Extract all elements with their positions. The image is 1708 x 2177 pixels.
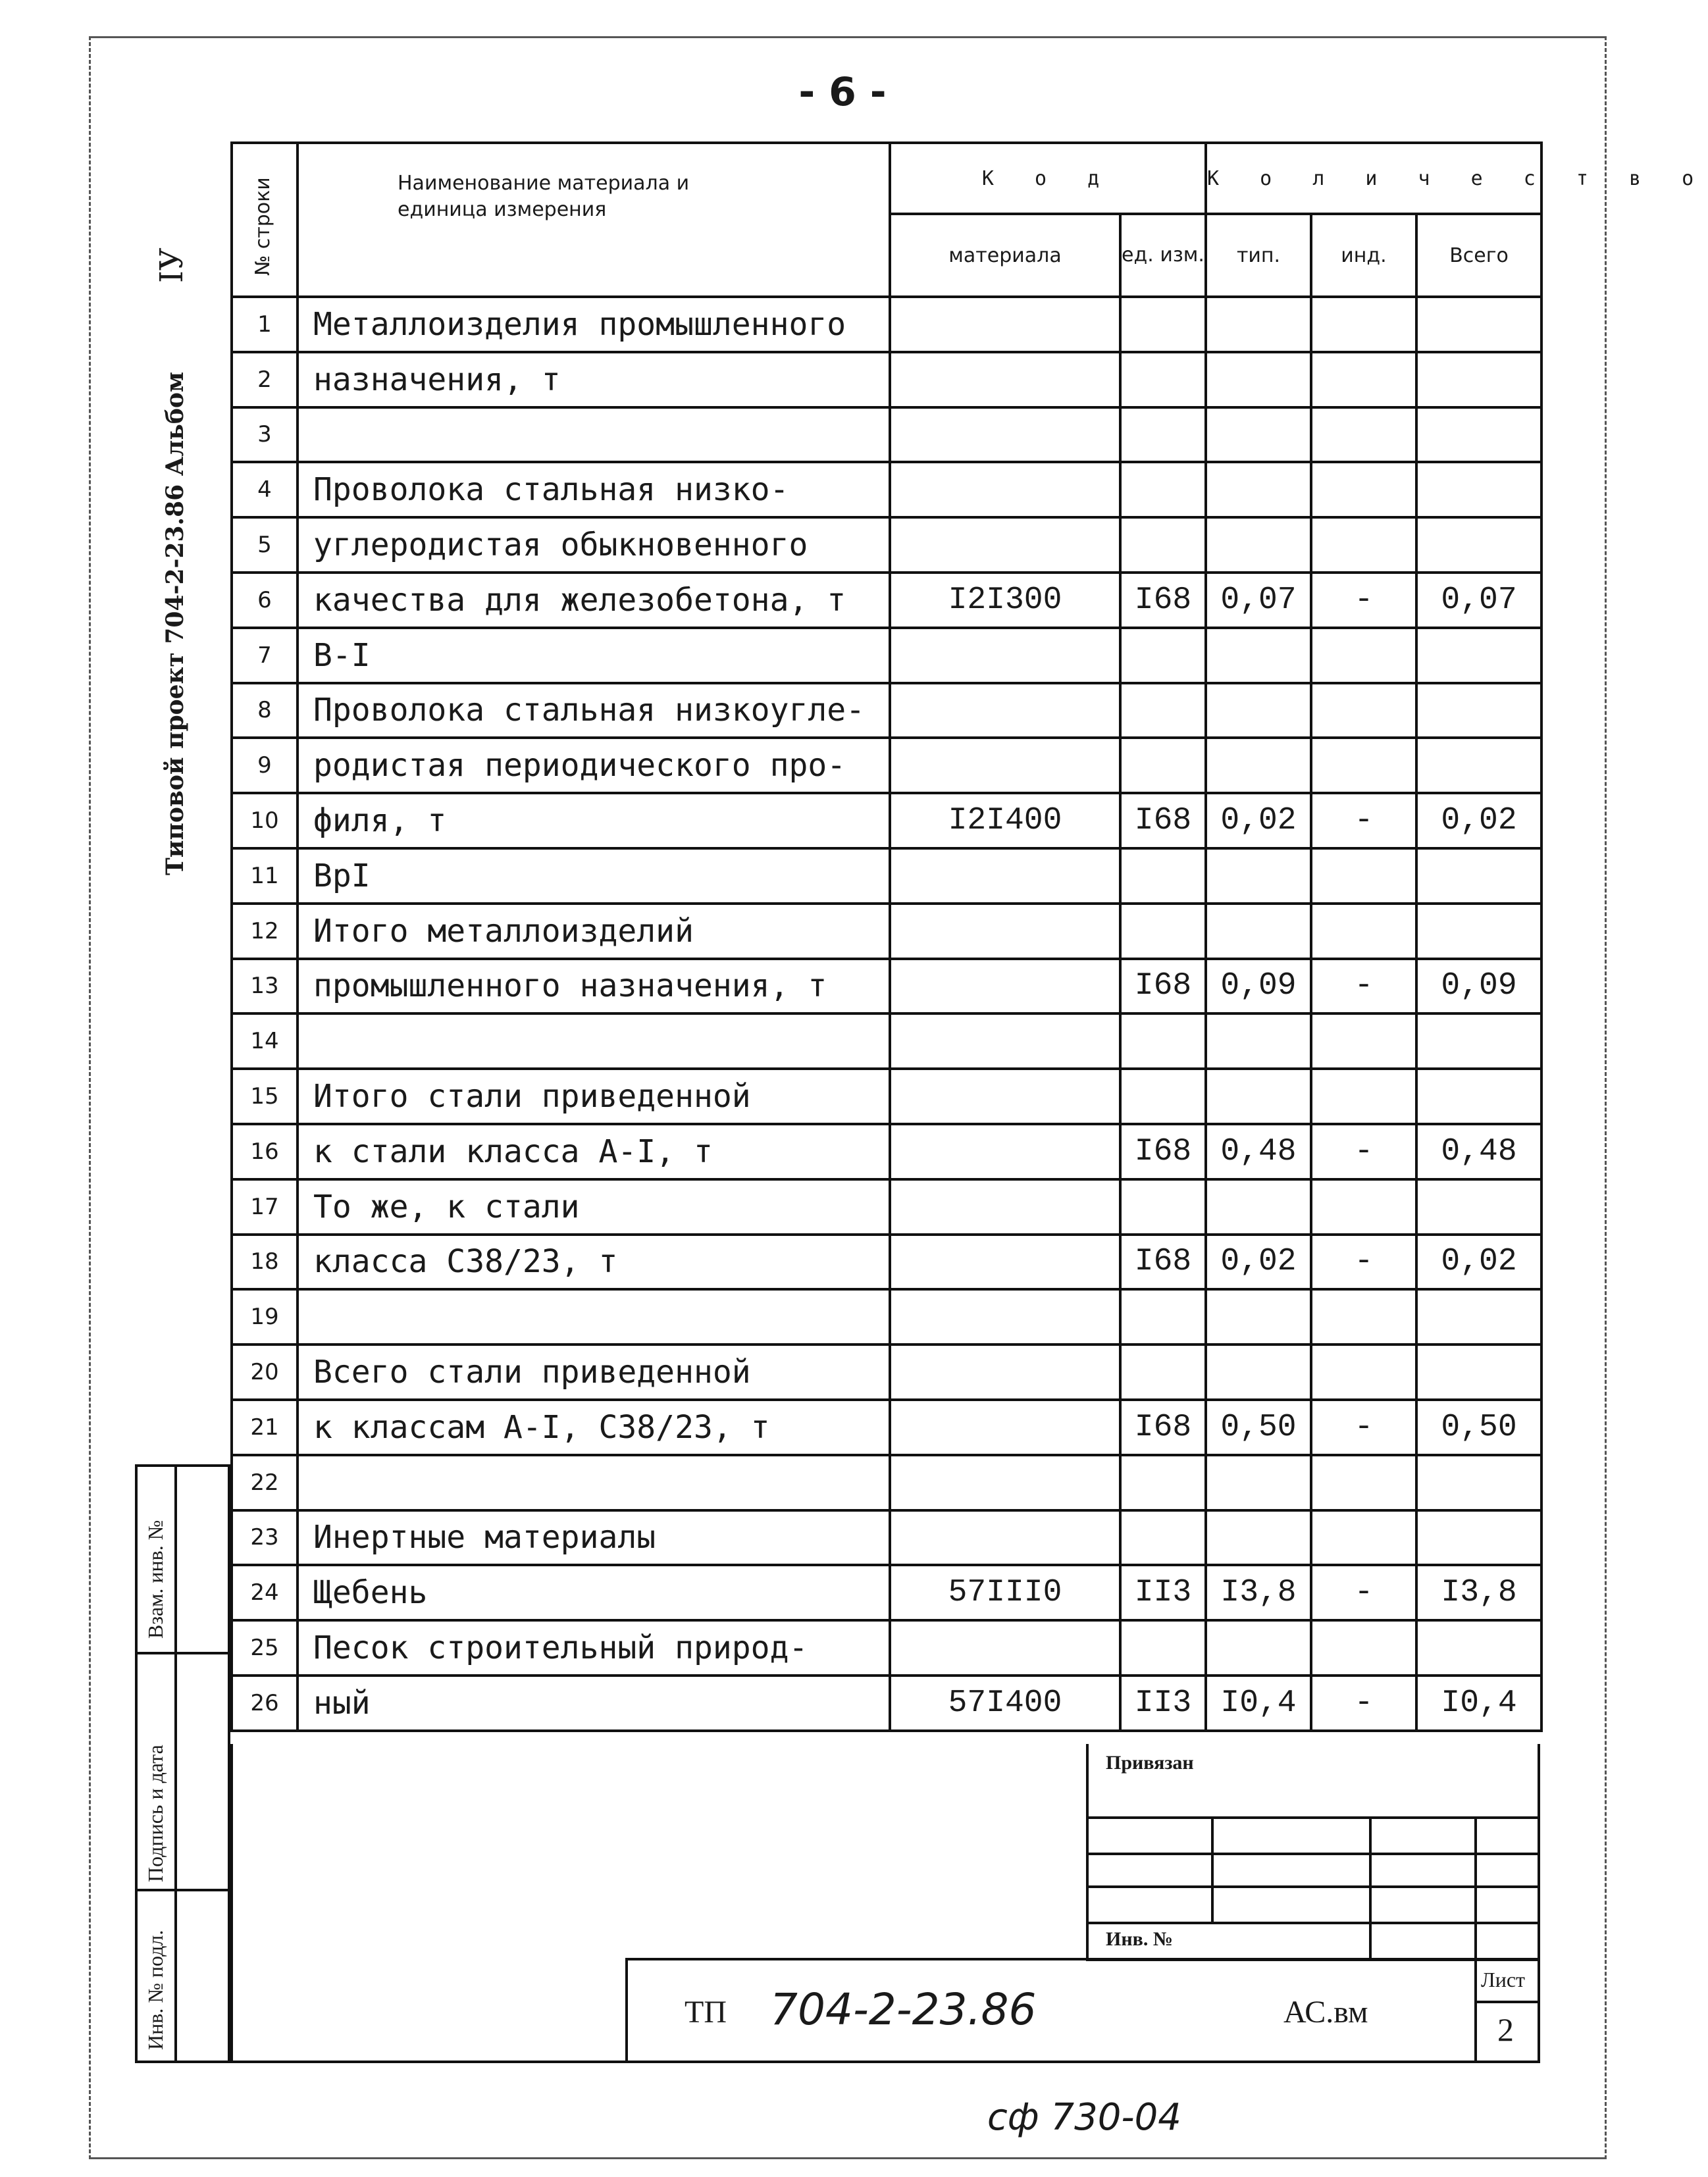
material-code	[890, 683, 1120, 738]
stamp-line	[1369, 1816, 1372, 1961]
material-code: 57III0	[890, 1565, 1120, 1620]
table-row	[232, 1676, 1541, 1731]
qty-total	[1416, 517, 1541, 573]
unit-code	[1120, 407, 1206, 463]
qty-typ	[1206, 904, 1311, 959]
qty-ind	[1311, 738, 1416, 793]
privyazan-label: Привязан	[1106, 1752, 1194, 1774]
material-name: Песок строительный природ-	[298, 1620, 890, 1676]
material-name	[298, 1455, 890, 1510]
unit-code	[1120, 1289, 1206, 1345]
row-number: 19	[232, 1289, 298, 1345]
row-number: 17	[232, 1179, 298, 1235]
qty-typ	[1206, 1455, 1311, 1510]
material-code	[890, 517, 1120, 573]
stamp-line	[1211, 1816, 1214, 1922]
qty-ind	[1311, 407, 1416, 463]
qty-typ	[1206, 1013, 1311, 1069]
material-name: промышленного назначения, т	[298, 959, 890, 1014]
row-number: 10	[232, 793, 298, 848]
qty-ind: -	[1311, 793, 1416, 848]
material-code	[890, 297, 1120, 352]
qty-total	[1416, 1289, 1541, 1345]
qty-typ	[1206, 683, 1311, 738]
qty-typ	[1206, 1179, 1311, 1235]
table-row	[232, 1179, 1541, 1235]
stamp-line	[1086, 1922, 1540, 1924]
row-number: 5	[232, 517, 298, 573]
material-name: к стали класса А-I, т	[298, 1124, 890, 1179]
header-name: Наименование материала и единица измерения	[298, 143, 890, 297]
unit-code	[1120, 1455, 1206, 1510]
page-number: - 6 -	[798, 69, 887, 115]
material-code	[890, 407, 1120, 463]
table-row	[232, 1455, 1541, 1510]
qty-typ: 0,09	[1206, 959, 1311, 1014]
qty-typ	[1206, 297, 1311, 352]
row-number: 8	[232, 683, 298, 738]
material-code	[890, 1400, 1120, 1455]
table-row	[232, 793, 1541, 848]
qty-typ	[1206, 1289, 1311, 1345]
row-number: 16	[232, 1124, 298, 1179]
material-name: к классам А-I, С38/23, т	[298, 1400, 890, 1455]
unit-code: I68	[1120, 1124, 1206, 1179]
qty-typ	[1206, 1069, 1311, 1124]
qty-typ	[1206, 628, 1311, 683]
material-code: 57I400	[890, 1676, 1120, 1731]
material-name	[298, 1013, 890, 1069]
qty-typ	[1206, 1620, 1311, 1676]
album-number: IУ	[153, 247, 190, 283]
qty-typ: I3,8	[1206, 1565, 1311, 1620]
stamp-line	[1086, 1816, 1540, 1819]
unit-code	[1120, 1013, 1206, 1069]
qty-typ: 0,02	[1206, 1235, 1311, 1290]
material-code	[890, 462, 1120, 517]
qty-total	[1416, 904, 1541, 959]
material-code	[890, 1124, 1120, 1179]
qty-typ: 0,50	[1206, 1400, 1311, 1455]
qty-total	[1416, 1179, 1541, 1235]
unit-code	[1120, 462, 1206, 517]
row-number: 7	[232, 628, 298, 683]
unit-code	[1120, 1510, 1206, 1566]
unit-code	[1120, 848, 1206, 904]
qty-total	[1416, 738, 1541, 793]
qty-typ	[1206, 848, 1311, 904]
unit-code	[1120, 628, 1206, 683]
qty-typ	[1206, 352, 1311, 407]
material-name: Итого стали приведенной	[298, 1069, 890, 1124]
header-q-ind: инд.	[1311, 214, 1416, 297]
table-row	[232, 573, 1541, 628]
table-row	[232, 683, 1541, 738]
material-name: Металлоизделия промышленного	[298, 297, 890, 352]
qty-ind	[1311, 1013, 1416, 1069]
material-name: Итого металлоизделий	[298, 904, 890, 959]
table-row	[232, 1069, 1541, 1124]
table-row	[232, 904, 1541, 959]
material-name: родистая периодического про-	[298, 738, 890, 793]
qty-ind	[1311, 1455, 1416, 1510]
qty-ind: -	[1311, 1235, 1416, 1290]
material-name	[298, 1289, 890, 1345]
unit-code	[1120, 1179, 1206, 1235]
material-name: назначения, т	[298, 352, 890, 407]
qty-ind	[1311, 904, 1416, 959]
row-number: 2	[232, 352, 298, 407]
qty-typ: 0,48	[1206, 1124, 1311, 1179]
material-code	[890, 1289, 1120, 1345]
row-number: 4	[232, 462, 298, 517]
qty-total	[1416, 352, 1541, 407]
podpis-label: Подпись и дата	[143, 1745, 167, 1882]
materials-table	[230, 141, 1708, 1732]
qty-total	[1416, 848, 1541, 904]
table-row	[232, 407, 1541, 463]
qty-ind: -	[1311, 573, 1416, 628]
material-name: класса С38/23, т	[298, 1235, 890, 1290]
row-number: 15	[232, 1069, 298, 1124]
table-row	[232, 1235, 1541, 1290]
table-row	[232, 1400, 1541, 1455]
table-row	[232, 1289, 1541, 1345]
qty-total	[1416, 1069, 1541, 1124]
table-row	[232, 738, 1541, 793]
material-name: Инертные материалы	[298, 1510, 890, 1566]
stamp-line	[1086, 1885, 1540, 1888]
qty-ind	[1311, 517, 1416, 573]
material-name: Щебень	[298, 1565, 890, 1620]
table-row	[232, 1510, 1541, 1566]
qty-total: 0,02	[1416, 1235, 1541, 1290]
row-number: 1	[232, 297, 298, 352]
qty-typ: 0,02	[1206, 793, 1311, 848]
table-row	[232, 517, 1541, 573]
unit-code	[1120, 297, 1206, 352]
header-quantity: К о л и ч е с т в о	[1206, 143, 1541, 214]
row-number: 6	[232, 573, 298, 628]
qty-ind: -	[1311, 1400, 1416, 1455]
qty-total	[1416, 1345, 1541, 1400]
material-code	[890, 1013, 1120, 1069]
row-number: 13	[232, 959, 298, 1014]
material-code	[890, 1235, 1120, 1290]
qty-total	[1416, 628, 1541, 683]
unit-code	[1120, 738, 1206, 793]
material-code	[890, 1069, 1120, 1124]
material-code	[890, 738, 1120, 793]
table-row	[232, 848, 1541, 904]
qty-ind	[1311, 1179, 1416, 1235]
unit-code	[1120, 517, 1206, 573]
row-number: 22	[232, 1455, 298, 1510]
stamp-line	[1474, 2001, 1540, 2003]
material-code	[890, 1455, 1120, 1510]
unit-code: II3	[1120, 1676, 1206, 1731]
table-row	[232, 959, 1541, 1014]
tp-label: ТП	[685, 1995, 727, 2030]
qty-total	[1416, 1013, 1541, 1069]
qty-ind	[1311, 352, 1416, 407]
table-row	[232, 1620, 1541, 1676]
qty-ind: -	[1311, 1124, 1416, 1179]
row-number: 9	[232, 738, 298, 793]
material-code: I2I300	[890, 573, 1120, 628]
qty-ind	[1311, 628, 1416, 683]
table-row	[232, 1013, 1541, 1069]
unit-code: I68	[1120, 959, 1206, 1014]
unit-code: I68	[1120, 1400, 1206, 1455]
qty-total	[1416, 683, 1541, 738]
header-code: К о д	[890, 143, 1206, 214]
unit-code: II3	[1120, 1565, 1206, 1620]
title-block	[625, 1958, 1540, 2063]
stamp-line	[1474, 1816, 1477, 1961]
material-name: То же, к стали	[298, 1179, 890, 1235]
stamp-line	[1086, 1853, 1540, 1855]
album-label: Типовой проект 704-2-23.86 Альбом	[161, 371, 189, 875]
unit-code	[1120, 1620, 1206, 1676]
sheet-number: 2	[1497, 2011, 1514, 2048]
row-number: 26	[232, 1676, 298, 1731]
material-code	[890, 628, 1120, 683]
material-code	[890, 1620, 1120, 1676]
material-code	[890, 959, 1120, 1014]
unit-code: I68	[1120, 573, 1206, 628]
qty-total: I3,8	[1416, 1565, 1541, 1620]
qty-total: 0,50	[1416, 1400, 1541, 1455]
material-code: I2I400	[890, 793, 1120, 848]
qty-total: 0,02	[1416, 793, 1541, 848]
header-code-unit: ед. изм.	[1120, 214, 1206, 297]
unit-code	[1120, 904, 1206, 959]
material-name: ный	[298, 1676, 890, 1731]
qty-typ: 0,07	[1206, 573, 1311, 628]
material-name: Всего стали приведенной	[298, 1345, 890, 1400]
qty-total: 0,09	[1416, 959, 1541, 1014]
qty-total: 0,48	[1416, 1124, 1541, 1179]
qty-ind: -	[1311, 1565, 1416, 1620]
qty-total	[1416, 297, 1541, 352]
inv-podl-label: Инв. № подл.	[143, 1930, 167, 2050]
qty-typ	[1206, 1345, 1311, 1400]
qty-total	[1416, 1510, 1541, 1566]
material-name	[298, 407, 890, 463]
row-number: 14	[232, 1013, 298, 1069]
sheet-label: Лист	[1481, 1968, 1526, 1991]
qty-typ: I0,4	[1206, 1676, 1311, 1731]
unit-code	[1120, 352, 1206, 407]
qty-typ	[1206, 738, 1311, 793]
header-q-total: Всего	[1416, 214, 1541, 297]
material-code	[890, 1510, 1120, 1566]
unit-code: I68	[1120, 1235, 1206, 1290]
material-code	[890, 1345, 1120, 1400]
qty-typ	[1206, 517, 1311, 573]
qty-typ	[1206, 1510, 1311, 1566]
qty-ind	[1311, 1069, 1416, 1124]
table-row	[232, 1345, 1541, 1400]
material-code	[890, 1179, 1120, 1235]
header-code-material: материала	[890, 214, 1120, 297]
qty-ind	[1311, 1345, 1416, 1400]
material-name: качества для железобетона, т	[298, 573, 890, 628]
row-number: 24	[232, 1565, 298, 1620]
qty-ind: -	[1311, 959, 1416, 1014]
qty-ind	[1311, 1510, 1416, 1566]
qty-ind	[1311, 1289, 1416, 1345]
material-name: филя, т	[298, 793, 890, 848]
material-name: Проволока стальная низкоугле-	[298, 683, 890, 738]
material-name: В-I	[298, 628, 890, 683]
qty-ind: -	[1311, 1676, 1416, 1731]
table-row	[232, 628, 1541, 683]
qty-ind	[1311, 683, 1416, 738]
qty-total: I0,4	[1416, 1676, 1541, 1731]
qty-total	[1416, 407, 1541, 463]
table-row	[232, 462, 1541, 517]
inv-no-label: Инв. №	[1106, 1928, 1173, 1950]
qty-ind	[1311, 462, 1416, 517]
row-number: 3	[232, 407, 298, 463]
qty-total: 0,07	[1416, 573, 1541, 628]
doc-code: АС.вм	[1283, 1995, 1368, 2030]
material-name: углеродистая обыкновенного	[298, 517, 890, 573]
table-row	[232, 1565, 1541, 1620]
project-number: 704-2-23.86	[770, 1984, 1037, 2035]
row-number: 25	[232, 1620, 298, 1676]
material-code	[890, 352, 1120, 407]
header-q-typ: тип.	[1206, 214, 1311, 297]
row-number: 12	[232, 904, 298, 959]
qty-total	[1416, 462, 1541, 517]
material-name: ВрI	[298, 848, 890, 904]
qty-ind	[1311, 297, 1416, 352]
qty-typ	[1206, 407, 1311, 463]
unit-code	[1120, 683, 1206, 738]
table-row	[232, 352, 1541, 407]
row-number: 20	[232, 1345, 298, 1400]
table-row	[232, 297, 1541, 352]
unit-code: I68	[1120, 793, 1206, 848]
row-number: 18	[232, 1235, 298, 1290]
header-row-no: № строки	[232, 143, 298, 297]
table-row	[232, 1124, 1541, 1179]
row-number: 11	[232, 848, 298, 904]
unit-code	[1120, 1069, 1206, 1124]
row-number: 23	[232, 1510, 298, 1566]
row-number: 21	[232, 1400, 298, 1455]
qty-typ	[1206, 462, 1311, 517]
qty-total	[1416, 1455, 1541, 1510]
material-code	[890, 904, 1120, 959]
unit-code	[1120, 1345, 1206, 1400]
qty-total	[1416, 1620, 1541, 1676]
footer-note: сф 730-04	[987, 2096, 1181, 2139]
material-code	[890, 848, 1120, 904]
qty-ind	[1311, 848, 1416, 904]
vzam-label: Взам. инв. №	[143, 1520, 167, 1639]
qty-ind	[1311, 1620, 1416, 1676]
material-name: Проволока стальная низко-	[298, 462, 890, 517]
